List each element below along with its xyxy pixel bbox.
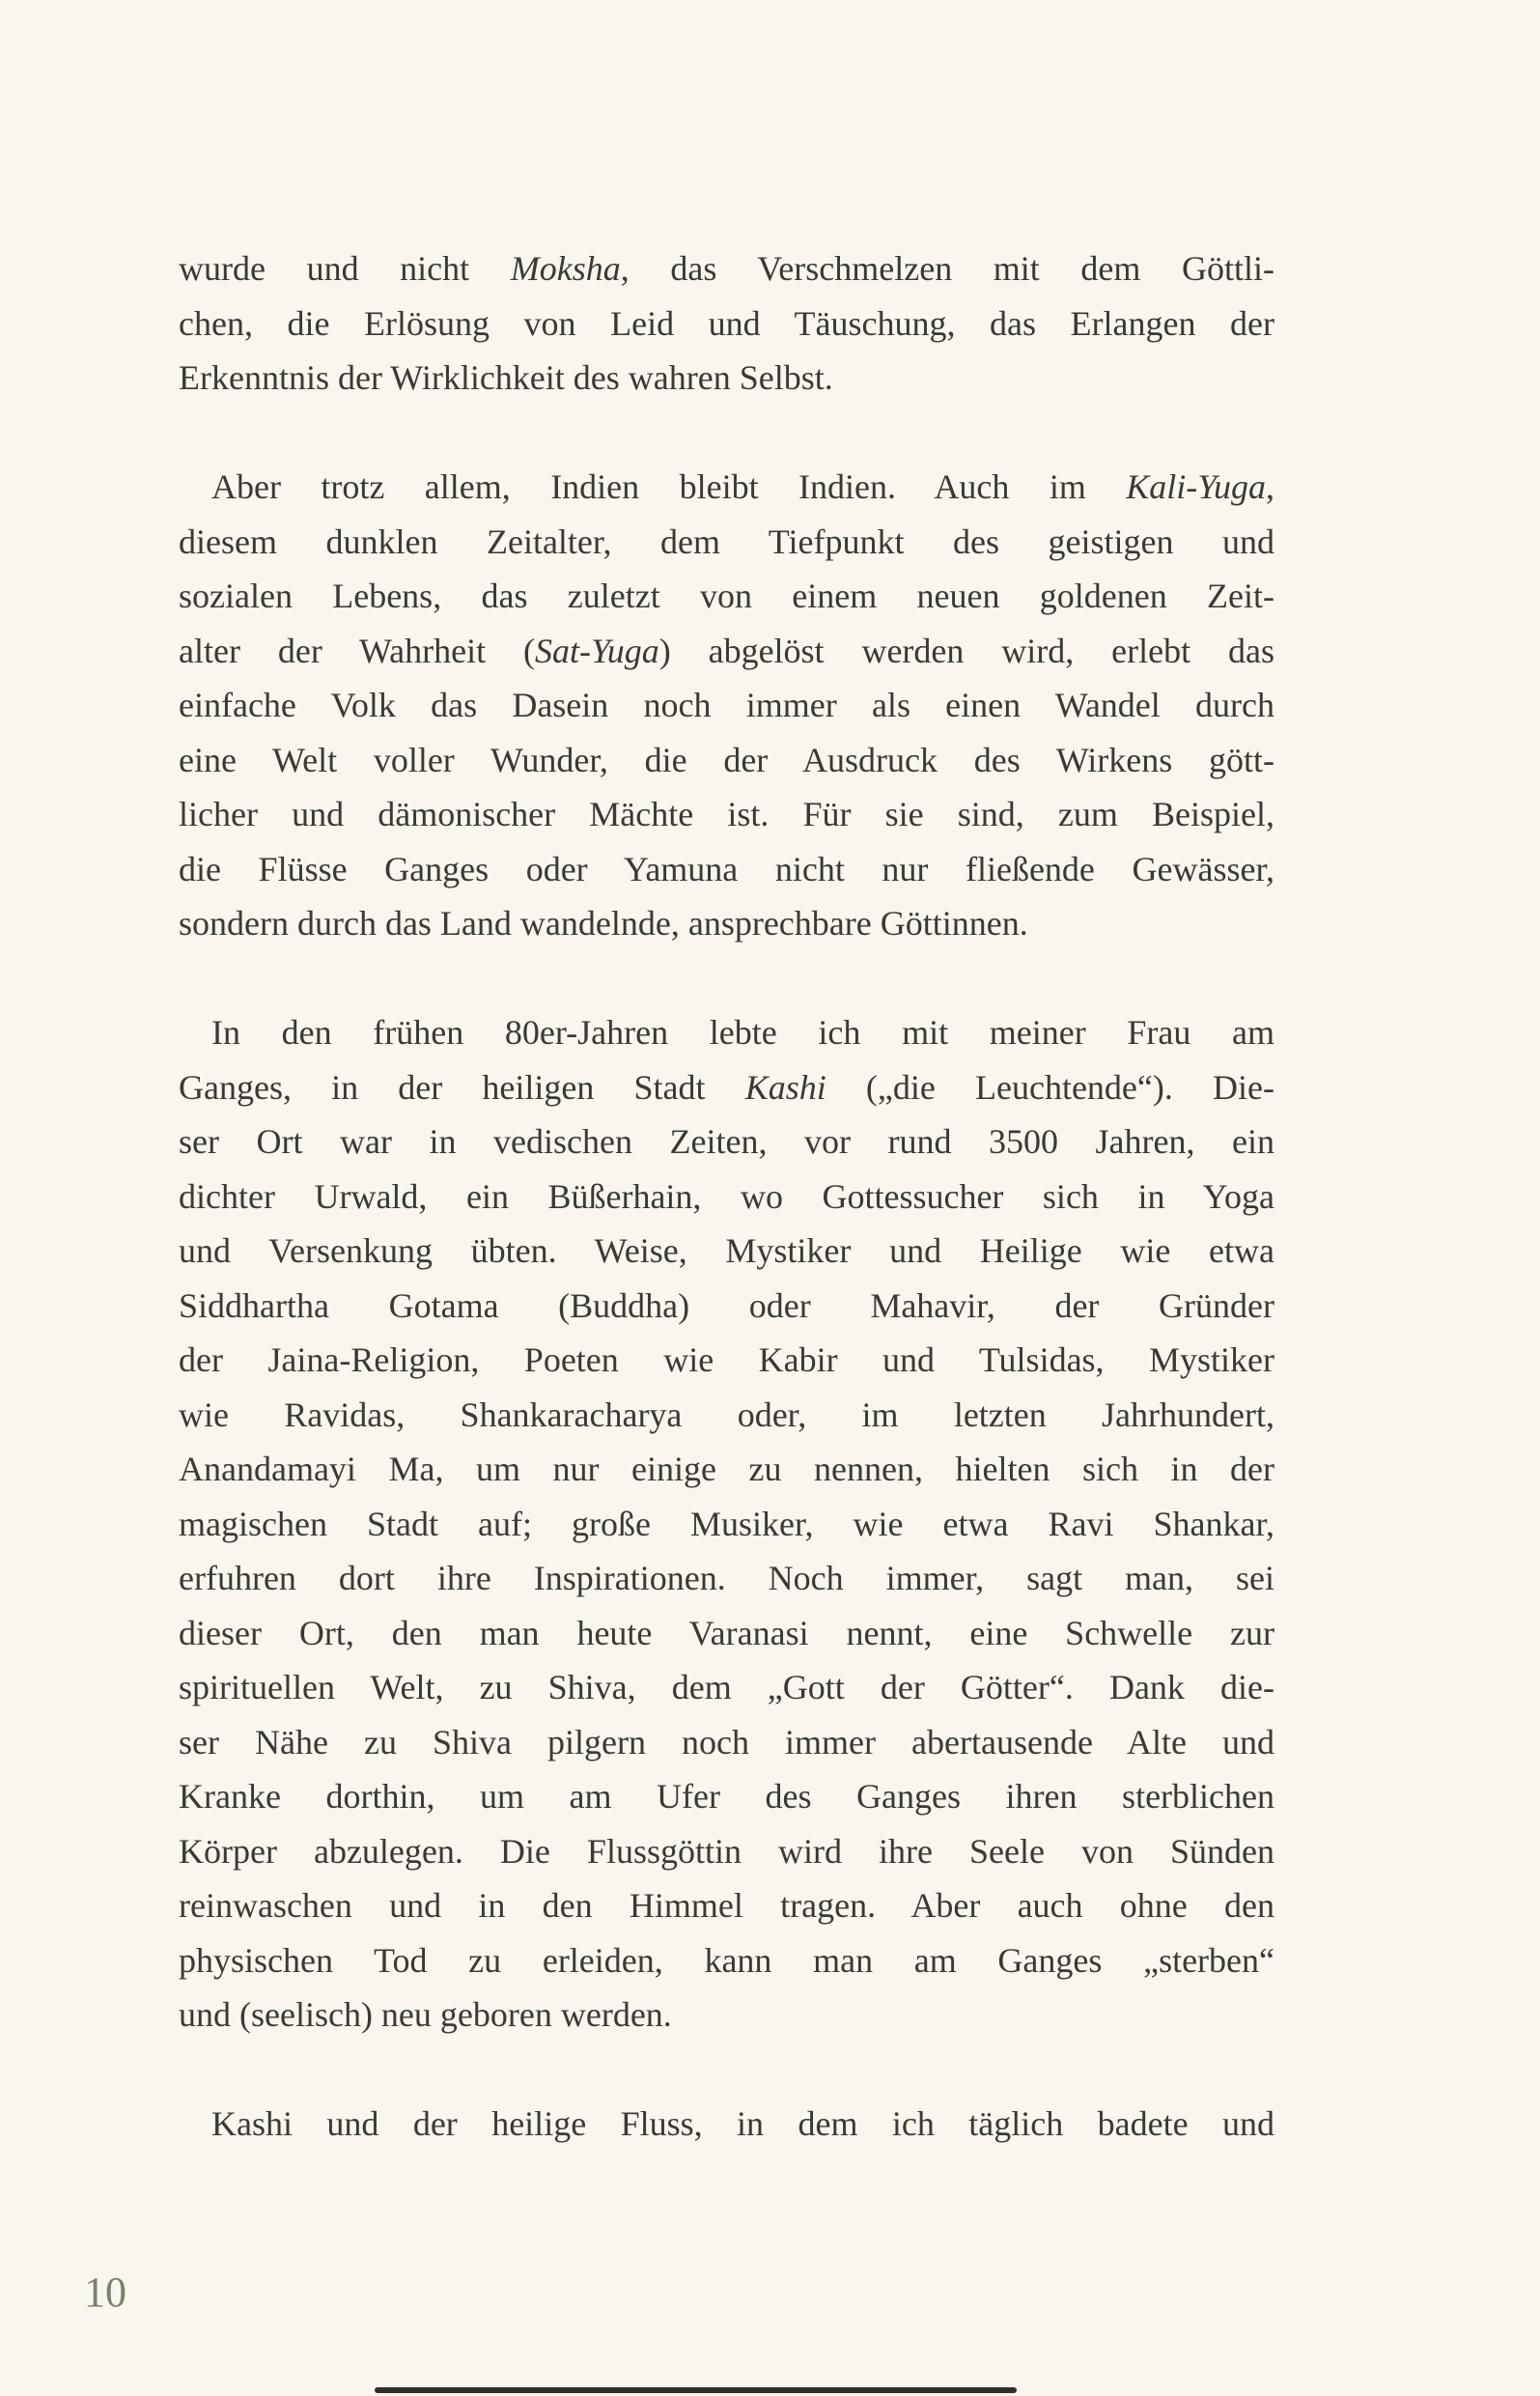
text-segment: Erkenntnis der Wirklichkeit des wahren Selbst. [179, 358, 833, 397]
text-segment: Kranke dorthin, um am Ufer des Ganges ihren sterblichen [179, 1777, 1274, 1816]
text-segment: Aber trotz allem, Indien bleibt Indien. Auch im [211, 467, 1127, 506]
text-segment: dichter Urwald, ein Büßerhain, wo Gottessucher sich in Yoga [179, 1176, 1274, 1216]
text-segment: Kashi und der heilige Fluss, in dem ich täglich badete und [211, 2104, 1274, 2143]
text-segment: wurde und nicht [179, 249, 511, 288]
text-line [179, 1715, 1274, 1770]
text-line [179, 1769, 1274, 1824]
text-segment: einfache Volk das Dasein noch immer als einen Wandel durch [179, 686, 1274, 724]
text-line [179, 624, 1274, 679]
text-segment: dieser Ort, den man heute Varanasi nennt, eine Schwelle zur [179, 1613, 1274, 1652]
text-line [179, 1333, 1274, 1388]
text-line [179, 896, 1274, 951]
text-segment: sozialen Lebens, das zuletzt von einem neuen goldenen Zeit- [179, 577, 1274, 615]
text-segment: sondern durch das Land wandelnde, ansprechbare Göttinnen. [179, 904, 1028, 943]
text-segment: In den frühen 80er-Jahren lebte ich mit meiner Frau am [211, 1013, 1274, 1052]
text-segment: Ganges, in der heiligen Stadt [179, 1067, 745, 1107]
text-line [179, 2097, 1274, 2152]
text-line [179, 241, 1274, 296]
text-line [179, 1224, 1274, 1279]
paragraph [179, 1005, 1274, 2043]
page-number: 10 [84, 2269, 126, 2316]
text-segment: reinwaschen und in den Himmel tragen. Aber auch ohne den [179, 1886, 1274, 1925]
text-line [179, 460, 1274, 515]
text-line [179, 1005, 1274, 1060]
text-segment: alter der Wahrheit ( [179, 631, 535, 670]
text-line [179, 1878, 1274, 1933]
text-line [179, 296, 1274, 352]
text-segment: spirituellen Welt, zu Shiva, dem „Gott der Götter“. Dank die- [179, 1668, 1274, 1706]
home-indicator-bar[interactable] [375, 2387, 1017, 2393]
text-segment: erfuhren dort ihre Inspirationen. Noch immer, sagt man, sei [179, 1559, 1274, 1597]
text-line [179, 1060, 1274, 1115]
text-line [179, 1442, 1274, 1497]
text-segment: physischen Tod zu erleiden, kann man am Ganges „sterben“ [179, 1940, 1274, 1980]
text-segment: ser Nähe zu Shiva pilgern noch immer abertausende Alte und [179, 1722, 1274, 1762]
text-line [179, 842, 1274, 897]
text-line [179, 351, 1274, 406]
text-line [179, 569, 1274, 624]
text-segment: licher und dämonischer Mächte ist. Für sie sind, zum Beispiel, [179, 795, 1274, 833]
text-segment: wie Ravidas, Shankaracharya oder, im letzten Jahrhundert, [179, 1395, 1274, 1434]
text-line [179, 1933, 1274, 1988]
text-line [179, 1551, 1274, 1606]
text-line [179, 787, 1274, 842]
text-segment: chen, die Erlösung von Leid und Täuschung, das Erlangen der [179, 303, 1274, 343]
text-block [179, 241, 1274, 2152]
text-line [179, 1660, 1274, 1715]
text-line [179, 733, 1274, 788]
text-line [179, 1824, 1274, 1879]
text-segment: eine Welt voller Wunder, die der Ausdruck des Wirkens gött- [179, 740, 1274, 779]
text-line [179, 1606, 1274, 1661]
text-segment: magischen Stadt auf; große Musiker, wie etwa Ravi Shankar, [179, 1504, 1274, 1543]
text-line [179, 515, 1274, 570]
text-line [179, 1388, 1274, 1443]
text-segment: und (seelisch) neu geboren werden. [179, 1995, 672, 2034]
text-line [179, 1987, 1274, 2043]
italic-term: Moksha [510, 249, 621, 288]
italic-term: Sat-Yuga [534, 631, 659, 670]
text-segment: ser Ort war in vedischen Zeiten, vor rund 3500 Jahren, ein [179, 1122, 1274, 1161]
text-segment: , das Verschmelzen mit dem Göttli- [620, 249, 1274, 288]
text-line [179, 678, 1274, 733]
text-segment: Körper abzulegen. Die Flussgöttin wird ihre Seele von Sünden [179, 1831, 1274, 1871]
paragraph [179, 460, 1274, 951]
paragraph [179, 241, 1274, 406]
text-line [179, 1170, 1274, 1225]
italic-term: Kashi [744, 1067, 826, 1107]
paragraph [179, 2097, 1274, 2152]
text-segment: der Jaina-Religion, Poeten wie Kabir und Tulsidas, Mystiker [179, 1340, 1274, 1379]
text-segment: die Flüsse Ganges oder Yamuna nicht nur fließende Gewässer, [179, 849, 1274, 888]
text-segment: ) abgelöst werden wird, erlebt das [658, 631, 1274, 670]
text-segment: , [1266, 467, 1274, 506]
text-line [179, 1497, 1274, 1552]
text-segment: diesem dunklen Zeitalter, dem Tiefpunkt des geistigen und [179, 521, 1274, 561]
text-segment: und Versenkung übten. Weise, Mystiker und Heilige wie etwa [179, 1231, 1274, 1270]
text-line [179, 1279, 1274, 1334]
text-segment: Siddhartha Gotama (Buddha) oder Mahavir, der Gründer [179, 1285, 1274, 1325]
text-line [179, 1114, 1274, 1170]
text-segment: („die Leuchtende“). Die- [826, 1067, 1274, 1107]
text-segment: Anandamayi Ma, um nur einige zu nennen, hielten sich in der [179, 1450, 1274, 1488]
italic-term: Kali-Yuga [1126, 467, 1266, 506]
